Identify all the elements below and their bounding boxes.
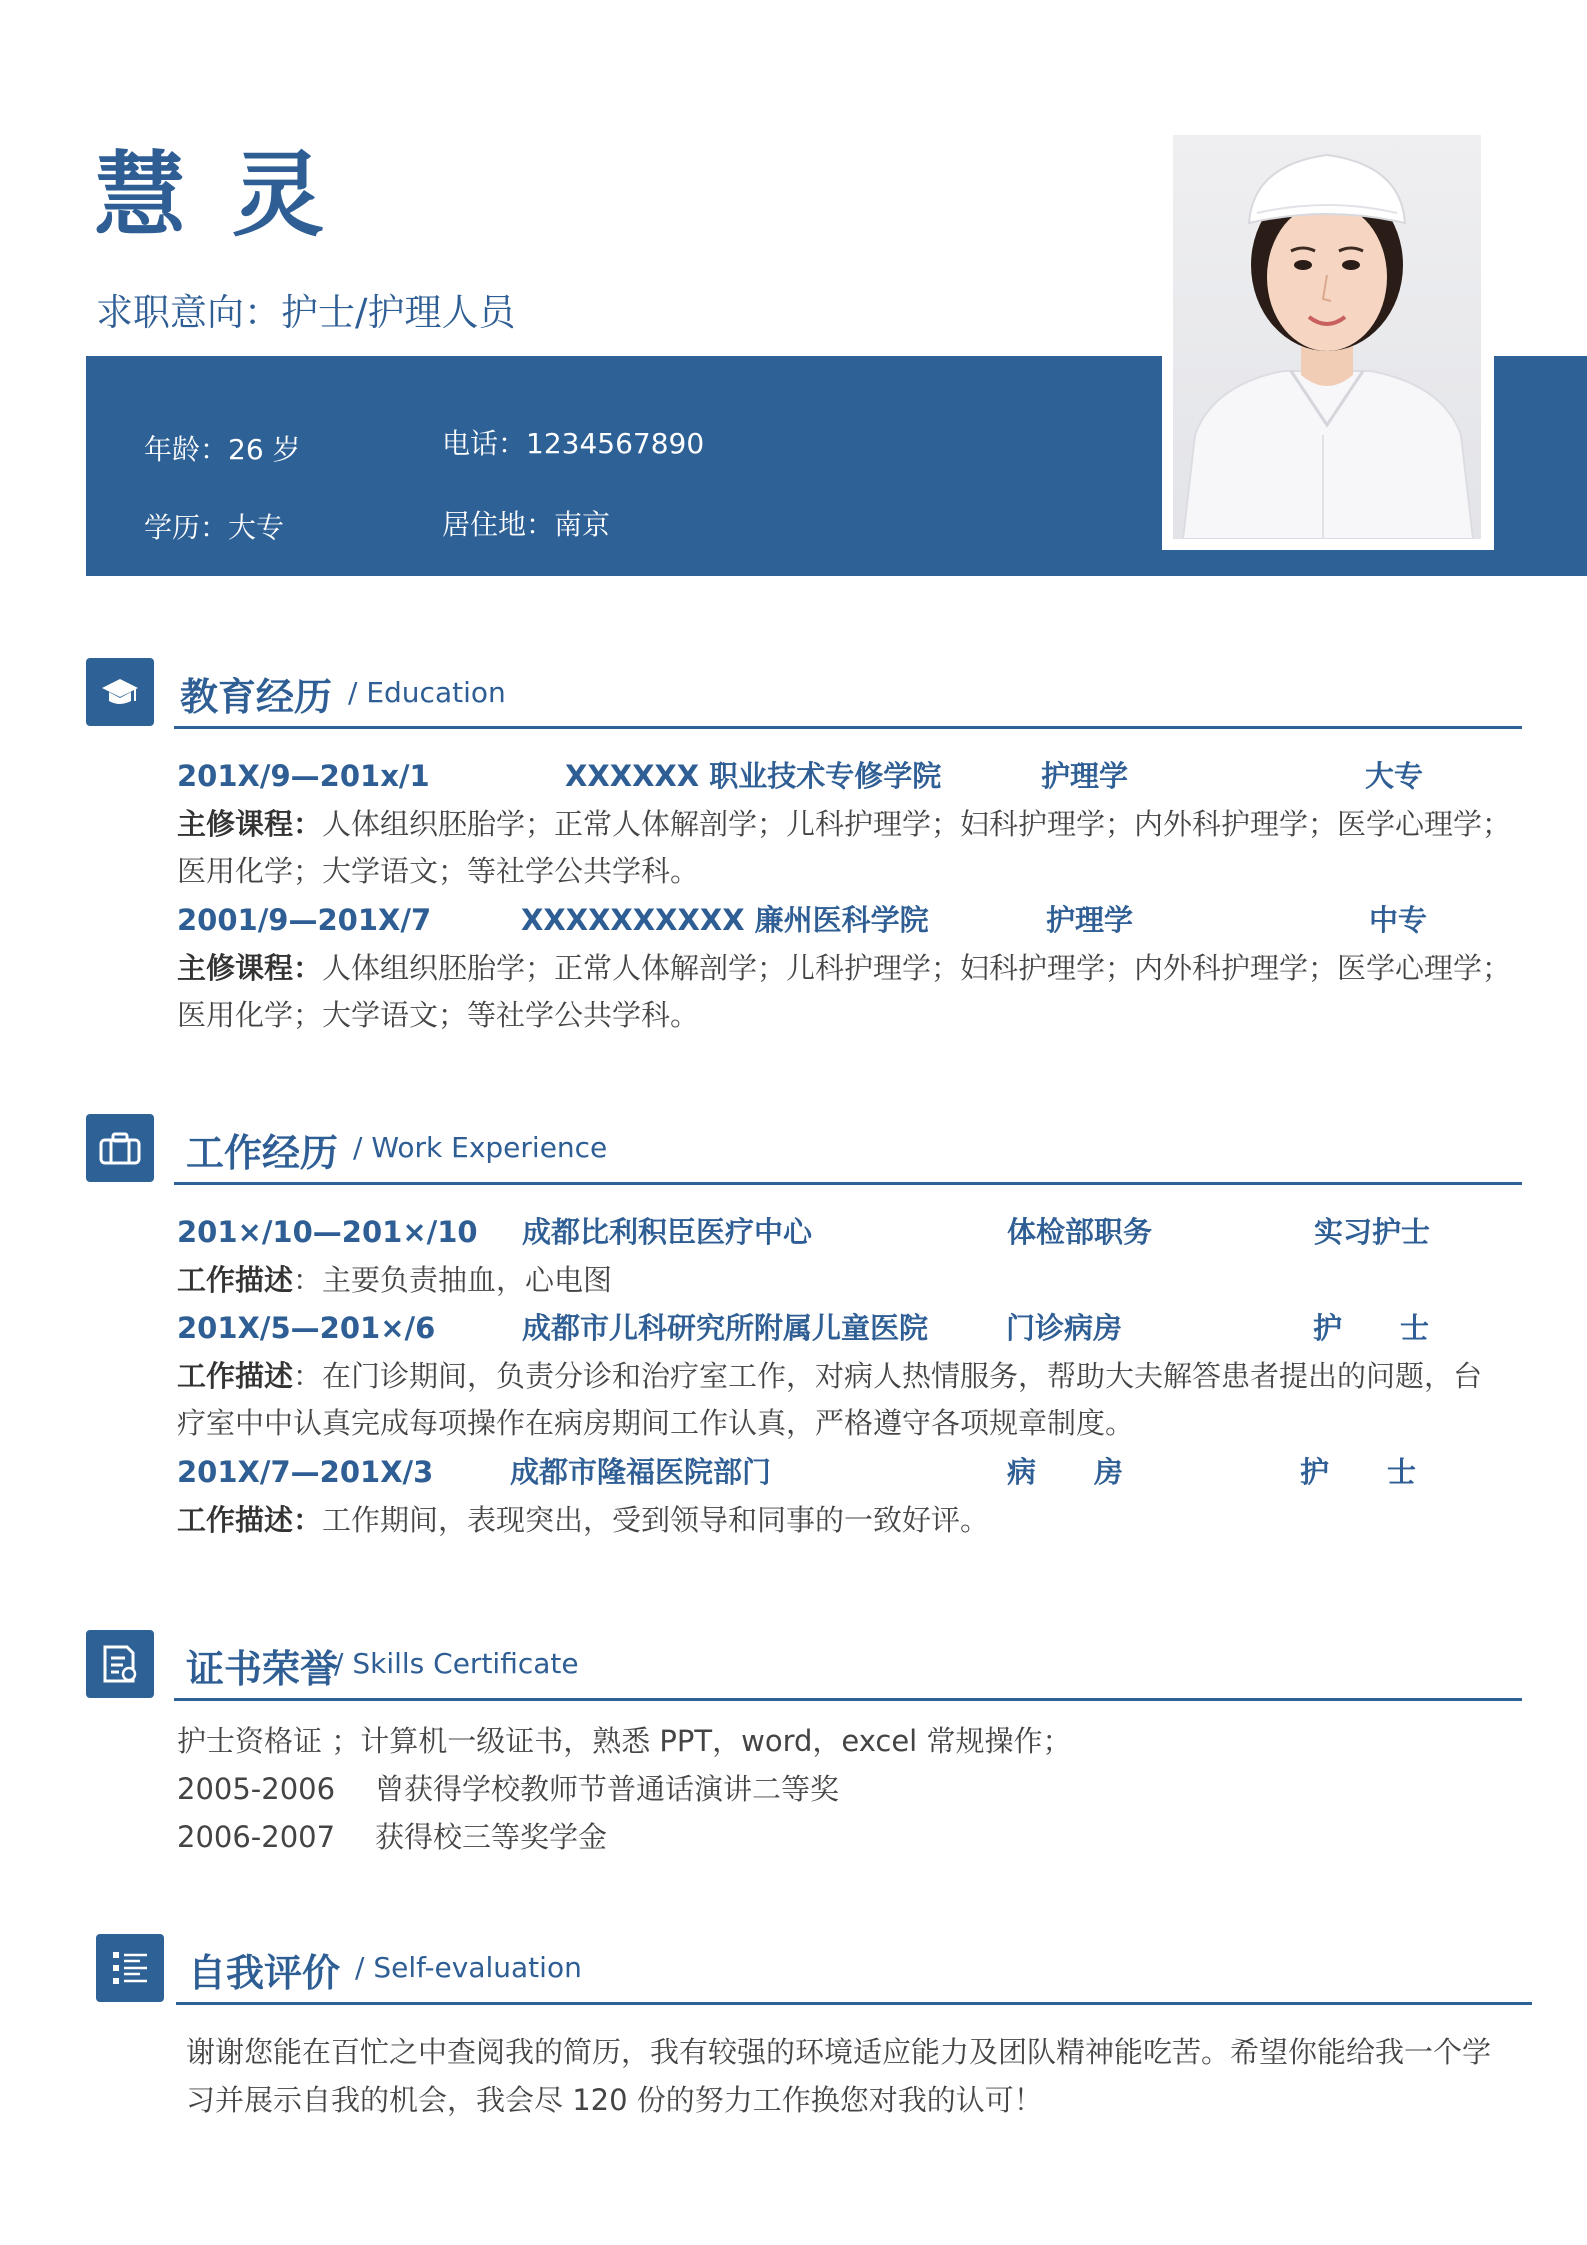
edu-period: 201X/9—201x/1	[177, 759, 430, 793]
edu-course-line	[177, 807, 1512, 841]
work-desc-label: 工作描述	[177, 1359, 294, 1393]
work-desc-text: 工作期间，表现突出，受到领导和同事的一致好评。	[322, 1503, 990, 1537]
work-dept: 病 房	[1007, 1455, 1124, 1489]
cert-year: 2005-2006	[177, 1772, 336, 1806]
work-desc-line	[177, 1263, 613, 1297]
cert-line: 护士资格证 ；计算机一级证书，熟悉 PPT，word，excel 常规操作；	[177, 1724, 1072, 1758]
edu-major: 护理学	[1046, 903, 1134, 937]
education-subtitle: / Education	[348, 676, 506, 709]
info-age: 年龄：26 岁	[144, 433, 301, 466]
edu-degree: 大专	[1365, 759, 1424, 793]
self-title: 自我评价	[188, 1951, 341, 1995]
edu-course-line-2: 医用化学；大学语文；等社学公共学科。	[177, 998, 700, 1032]
cert-subtitle: / Skills Certificate	[334, 1647, 579, 1680]
work-title: 工作经历	[186, 1131, 339, 1175]
work-role: 实习护士	[1314, 1215, 1431, 1249]
nurse-portrait-photo	[1173, 135, 1481, 539]
work-desc-label: 工作描述：	[177, 1503, 323, 1537]
education-title: 教育经历	[180, 675, 333, 719]
work-desc-line-2: 疗室中中认真完成每项操作在病房期间工作认真，严格遵守各项规章制度。	[177, 1406, 1135, 1440]
info-residence: 居住地：南京	[442, 508, 611, 541]
work-desc-label: 工作描述	[177, 1263, 294, 1297]
work-role: 护 士	[1300, 1455, 1417, 1489]
portrait-illustration	[1173, 135, 1481, 539]
work-divider	[174, 1182, 1522, 1185]
work-desc-line	[177, 1503, 990, 1537]
edu-course-line	[177, 951, 1512, 985]
work-desc-text: ：在门诊期间，负责分诊和治疗室工作，对病人热情服务，帮助大夫解答患者提出的问题，台	[293, 1359, 1483, 1393]
work-dept: 门诊病房	[1006, 1311, 1123, 1345]
candidate-name: 慧灵	[94, 142, 371, 249]
job-intent: 求职意向：护士/护理人员	[96, 291, 516, 334]
info-education: 学历：大专	[144, 511, 285, 544]
briefcase-icon	[86, 1114, 154, 1182]
work-desc-text: ：主要负责抽血，心电图	[293, 1263, 613, 1297]
photo-frame	[1162, 132, 1494, 550]
self-eval-line-2: 习并展示自我的机会，我会尽 120 份的努力工作换您对我的认可！	[186, 2083, 1043, 2117]
self-divider	[176, 2002, 1532, 2005]
edu-course-label: 主修课程：	[177, 951, 323, 985]
self-subtitle: / Self-evaluation	[355, 1951, 582, 1984]
work-subtitle: / Work Experience	[353, 1131, 608, 1164]
graduation-cap-icon	[86, 658, 154, 726]
edu-course-line-2: 医用化学；大学语文；等社学公共学科。	[177, 854, 700, 888]
work-dept: 体检部职务	[1007, 1215, 1153, 1249]
work-period: 201×/10—201×/10	[177, 1215, 478, 1249]
edu-period: 2001/9—201X/7	[177, 903, 432, 937]
certificate-icon	[86, 1630, 154, 1698]
work-org: 成都市儿科研究所附属儿童医院	[522, 1311, 929, 1345]
work-org: 成都市隆福医院部门	[510, 1455, 772, 1489]
edu-major: 护理学	[1041, 759, 1129, 793]
cert-divider	[174, 1698, 1522, 1701]
cert-item: 获得校三等奖学金	[375, 1820, 608, 1854]
self-eval-line: 谢谢您能在百忙之中查阅我的简历，我有较强的环境适应能力及团队精神能吃苦。希望你能给我一个学	[186, 2035, 1492, 2069]
work-org: 成都比利积臣医疗中心	[522, 1215, 813, 1249]
edu-school: XXXXXX 职业技术专修学院	[565, 759, 942, 793]
cert-item: 曾获得学校教师节普通话演讲二等奖	[375, 1772, 840, 1806]
edu-course-text: 人体组织胚胎学；正常人体解剖学；儿科护理学；妇科护理学；内外科护理学；医学心理学；	[322, 807, 1512, 841]
education-divider	[174, 726, 1522, 729]
work-desc-line	[177, 1359, 1483, 1393]
edu-degree: 中专	[1369, 903, 1428, 937]
edu-school: XXXXXXXXXX 廉州医科学院	[521, 903, 929, 937]
work-period: 201X/5—201×/6	[177, 1311, 436, 1345]
work-period: 201X/7—201X/3	[177, 1455, 434, 1489]
cert-title: 证书荣誉	[186, 1647, 339, 1691]
info-phone: 电话：1234567890	[442, 427, 705, 460]
cert-year: 2006-2007	[177, 1820, 336, 1854]
work-role: 护 士	[1313, 1311, 1430, 1345]
edu-course-text: 人体组织胚胎学；正常人体解剖学；儿科护理学；妇科护理学；内外科护理学；医学心理学；	[322, 951, 1512, 985]
edu-course-label: 主修课程：	[177, 807, 323, 841]
list-icon	[96, 1934, 164, 2002]
